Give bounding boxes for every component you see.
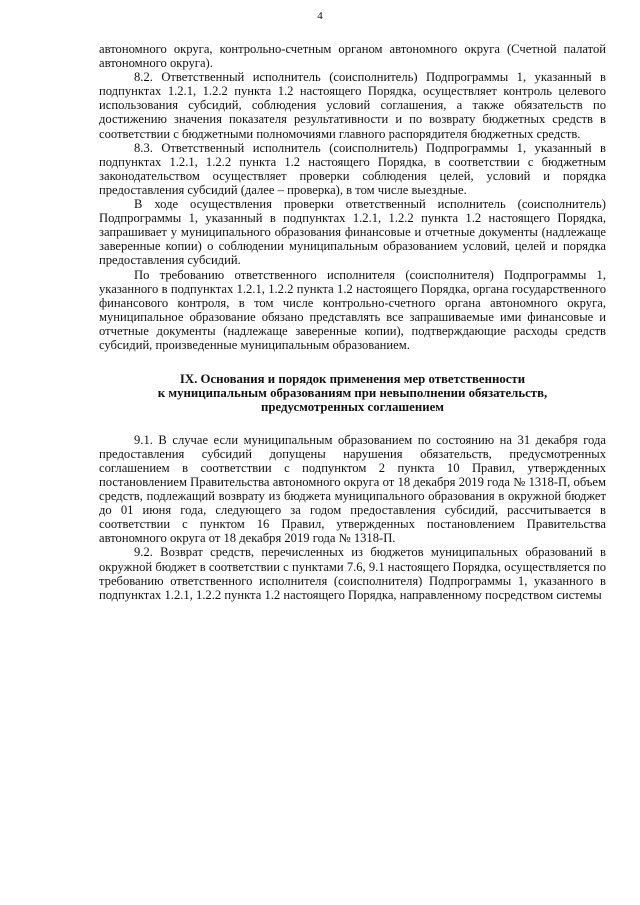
section-heading <box>99 372 606 415</box>
paragraph-8-2: 8.2. Ответственный исполнитель (соисполнитель) Подпрограммы 1, указанный в подпунктах 1.2.1, 1.2.2 пункта 1.2 настоящего Порядка, осуществляет контроль целевого использования субсидий, соблюдения условий соглашения, а также обязательств по достижению значения показателя результативности и по возврату бюджетных средств в соответствии с бюджетными полномочиями главного распорядителя бюджетных средств. <box>99 70 606 141</box>
section-heading-line-1: IX. Основания и порядок применения мер ответственности <box>179 372 526 387</box>
paragraph-continuation: автономного округа, контрольно-счетным органом автономного округа (Счетной палатой автономного округа). <box>99 42 606 71</box>
document-body <box>99 42 606 602</box>
section-heading-line-2: к муниципальным образованиям при невыполнении обязательств, <box>157 386 548 401</box>
paragraph-8-3: 8.3. Ответственный исполнитель (соисполнитель) Подпрограммы 1, указанный в подпунктах 1.2.1, 1.2.2 пункта 1.2 настоящего Порядка, в соответствии с бюджетным законодательством осуществляет проверки соблюдения целей, условий и порядка предоставления субсидий (далее – проверка), в том числе выездные. <box>99 140 606 197</box>
page-number: 4 <box>317 10 323 22</box>
paragraph-document-submission: По требованию ответственного исполнителя (соисполнителя) Подпрограммы 1, указанного в подпунктах 1.2.1, 1.2.2 пункта 1.2 настоящего Порядка, органа государственного финансового контроля, в том числе контрольно-счетного органа автономного округа, муниципальное образование обязано представлять все запрашиваемые ими финансовые и отчетные документы (надлежаще заверенные копии), подтверждающие расходы средств субсидий, произведенные муниципальным образованием. <box>99 267 606 352</box>
paragraph-inspection-request: В ходе осуществления проверки ответственный исполнитель (соисполнитель) Подпрограммы 1, указанный в подпунктах 1.2.1, 1.2.2 пункта 1.2 настоящего Порядка, запрашивает у муниципального образования финансовые и отчетные документы (надлежаще заверенные копии) о соблюдении муниципальным образованием условий, целей и порядка предоставления субсидий. <box>99 197 606 268</box>
paragraphs-after-section <box>99 433 606 602</box>
section-heading-line-3: предусмотренных соглашением <box>261 400 444 415</box>
paragraph-9-2: 9.2. Возврат средств, перечисленных из бюджетов муниципальных образований в окружной бюджет в соответствии с пунктами 7.6, 9.1 настоящего Порядка, осуществляется по требованию ответственного исполнителя (соисполнителя) Подпрограммы 1, указанного в подпунктах 1.2.1, 1.2.2 пункта 1.2 настоящего Порядка, направленному посредством системы <box>99 545 606 602</box>
paragraph-9-1: 9.1. В случае если муниципальным образованием по состоянию на 31 декабря года предоставления субсидий допущены нарушения обязательств, предусмотренных соглашением в соответствии с подпунктом 2 пункта 10 Правил, утвержденных постановлением Правительства автономного округа от 18 декабря 2019 года № 1318-П, объем средств, подлежащий возврату из бюджета муниципального образования в окружной бюджет до 01 июня года, следующего за годом предоставления субсидий, рассчитывается в соответствии с пунктом 16 Правил, утвержденных постановлением Правительства автономного округа от 18 декабря 2019 года № 1318-П. <box>99 432 606 546</box>
paragraphs-before-section <box>99 42 606 352</box>
